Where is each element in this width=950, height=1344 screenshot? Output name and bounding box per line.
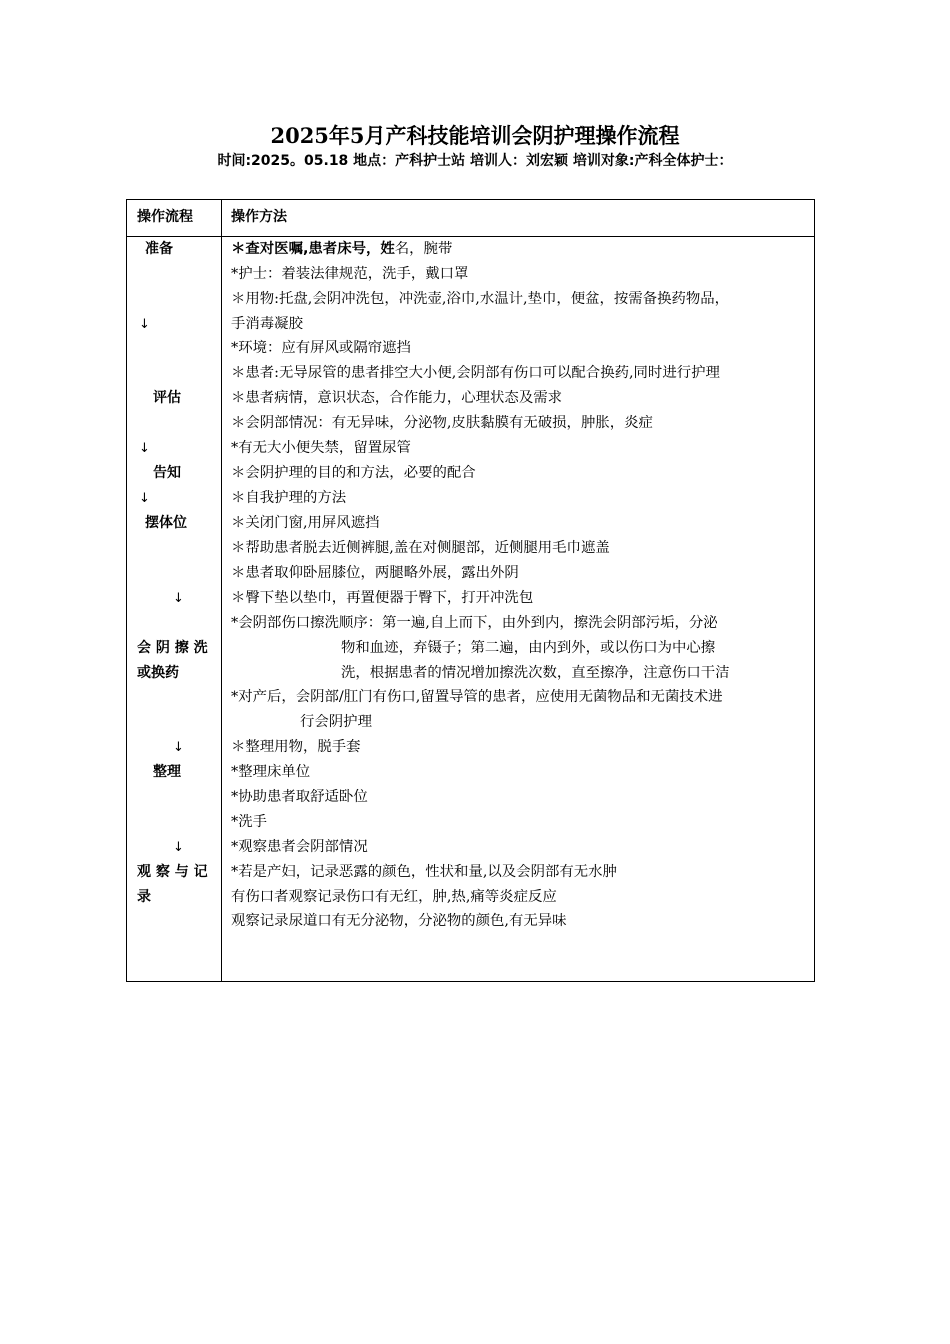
method-line: 观察记录尿道口有无分泌物，分泌物的颜色,有无异味	[231, 913, 567, 929]
method-line: 洗，根据患者的情况增加擦洗次数，直至擦净，注意伤口干洁	[341, 665, 730, 681]
method-line: ＊帮助患者脱去近侧裤腿,盖在对侧腿部，近侧腿用毛巾遮盖	[231, 540, 610, 556]
document-title: 2025年5月产科技能培训会阴护理操作流程	[270, 123, 680, 148]
step-prepare: 准备	[145, 241, 173, 257]
arrow-icon: ↓	[139, 317, 150, 332]
method-line: 物和血迹，弃镊子；第二遍，由内到外，或以伤口为中心擦	[341, 640, 716, 656]
header-flow: 操作流程	[137, 209, 193, 225]
method-line: *护士：着装法律规范，洗手，戴口罩	[231, 266, 469, 282]
method-line: *环境：应有屏风或隔帘遮挡	[231, 340, 411, 356]
procedure-table	[126, 199, 815, 982]
method-line: ＊患者病情，意识状态，合作能力，心理状态及需求	[231, 390, 562, 406]
method-line: 手消毒凝胶	[231, 316, 303, 332]
arrow-icon: ↓	[173, 740, 184, 755]
step-inform: 告知	[153, 465, 181, 481]
method-line: ＊臀下垫以垫巾，再置便器于臀下，打开冲洗包	[231, 590, 534, 606]
method-line: ＊整理用物，脱手套	[231, 739, 361, 755]
method-line-bold: ＊查对医嘱,患者床号，姓	[231, 241, 395, 257]
method-line: ＊会阴部情况：有无异味，分泌物,皮肤黏膜有无破损，肿胀，炎症	[231, 415, 653, 431]
method-line: ＊会阴护理的目的和方法，必要的配合	[231, 465, 476, 481]
method-line-rest: 名，腕带	[394, 241, 453, 257]
method-line: *会阴部伤口擦洗顺序：第一遍,自上而下，由外到内，擦洗会阴部污垢，分泌	[231, 615, 718, 631]
method-line: *协助患者取舒适卧位	[231, 789, 368, 805]
method-line: ＊患者取仰卧屈膝位，两腿略外展，露出外阴	[231, 565, 519, 581]
method-line	[231, 237, 452, 262]
method-line: *对产后，会阴部/肛门有伤口,留置导管的患者，应使用无菌物品和无菌技术进	[231, 689, 723, 705]
method-line: ＊用物:托盘,会阴冲洗包，冲洗壶,浴巾,水温计,垫巾，便盆，按需备换药物品，	[231, 291, 730, 307]
method-line: *观察患者会阴部情况	[231, 839, 368, 855]
method-line: 有伤口者观察记录伤口有无红，肿,热,痛等炎症反应	[231, 889, 557, 905]
method-line: ＊关闭门窗,用屏风遮挡	[231, 515, 380, 531]
method-line: ＊自我护理的方法	[231, 490, 347, 506]
step-position: 摆体位	[145, 515, 187, 531]
step-wash-line2: 或换药	[137, 665, 179, 681]
method-line: *若是产妇，记录恶露的颜色，性状和量,以及会阴部有无水肿	[231, 864, 617, 880]
step-assess: 评估	[153, 390, 181, 406]
step-wash-line1: 会 阴 擦 洗	[137, 640, 208, 656]
arrow-icon: ↓	[173, 591, 184, 606]
document-subtitle: 时间:2025。05.18 地点：产科护士站 培训人：刘宏颖 培训对象:产科全体护士：	[217, 153, 733, 169]
header-method: 操作方法	[231, 209, 287, 225]
method-line: *洗手	[231, 814, 267, 830]
arrow-icon: ↓	[139, 491, 150, 506]
arrow-icon: ↓	[139, 441, 150, 456]
step-observe-line1: 观 察 与 记	[137, 864, 208, 880]
method-line: *整理床单位	[231, 764, 311, 780]
column-divider	[221, 200, 222, 981]
arrow-icon: ↓	[173, 840, 184, 855]
method-line: ＊患者:无导尿管的患者排空大小便,会阴部有伤口可以配合换药,同时进行护理	[231, 365, 720, 381]
step-observe-line2: 录	[137, 889, 151, 905]
method-line: *有无大小便失禁，留置尿管	[231, 440, 411, 456]
step-tidy: 整理	[153, 764, 181, 780]
method-line: 行会阴护理	[300, 714, 372, 730]
